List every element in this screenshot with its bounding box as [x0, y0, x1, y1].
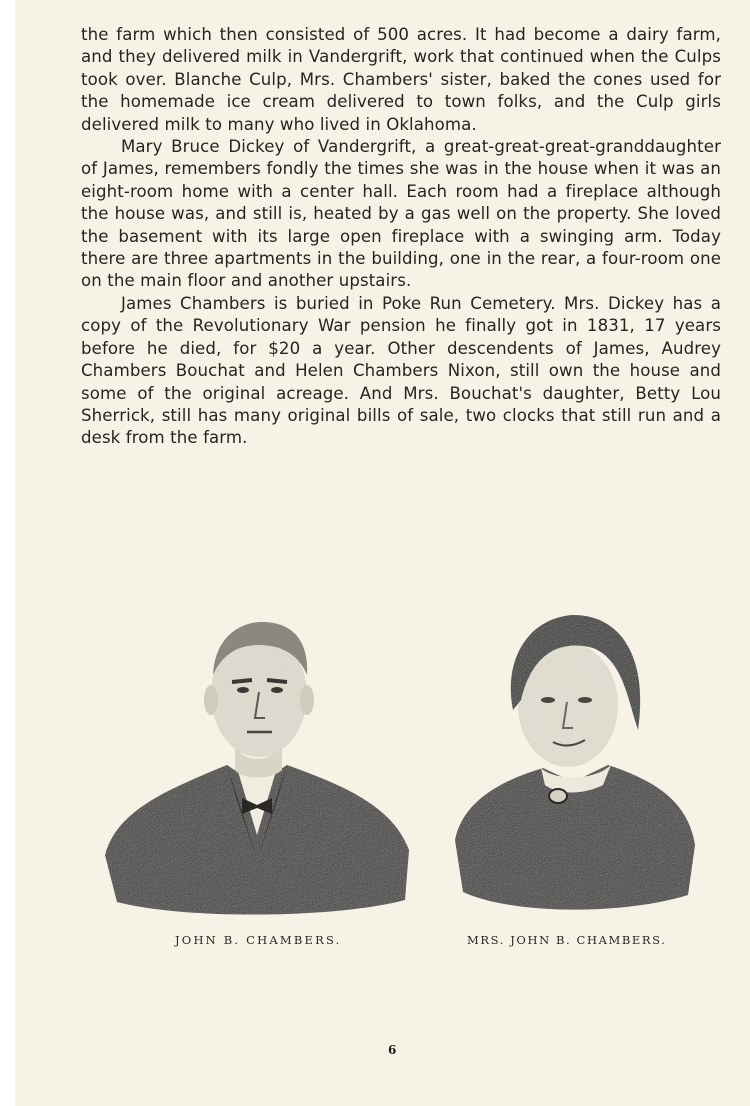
man-portrait-illustration — [87, 600, 427, 920]
woman-portrait-illustration — [443, 600, 703, 920]
paragraph-2: Mary Bruce Dickey of Vandergrift, a great-great-great-granddaughter of James, remembers fondly the times she was in the house when it was an eight-room home with a center hall. Each room had a fireplace although the house was, and still is, heated by a gas well on the property. She loved the basement with its large open fireplace with a swinging arm. Today there are three apartments in the building, one in the rear, a four-room one on the main floor and another upstairs. — [81, 137, 721, 291]
body-text — [81, 24, 721, 450]
document-page — [15, 0, 750, 1106]
portrait-mrs-john-chambers — [443, 600, 703, 920]
paragraph-1: the farm which then consisted of 500 acres. It had become a dairy farm, and they delivered milk in Vandergrift, work that continued when the Culps took over. Blanche Culp, Mrs. Chambers' sister, baked the cones used for the homemade ice cream delivered to town folks, and the Culp girls delivered milk to many who lived in Oklahoma. — [81, 25, 721, 134]
caption-john-chambers: JOHN B. CHAMBERS. — [175, 933, 342, 947]
paragraph-3: James Chambers is buried in Poke Run Cemetery. Mrs. Dickey has a copy of the Revolutionary War pension he finally got in 1831, 17 years before he died, for $20 a year. Other descendents of James, Audrey Chambers Bouchat and Helen Chambers Nixon, still own the house and some of the original acreage. And Mrs. Bouchat's daughter, Betty Lou Sherrick, still has many original bills of sale, two clocks that still run and a desk from the farm. — [81, 293, 721, 448]
caption-mrs-john-chambers: MRS. JOHN B. CHAMBERS. — [467, 933, 667, 947]
portrait-john-chambers — [87, 600, 427, 920]
page-number: 6 — [388, 1043, 397, 1057]
